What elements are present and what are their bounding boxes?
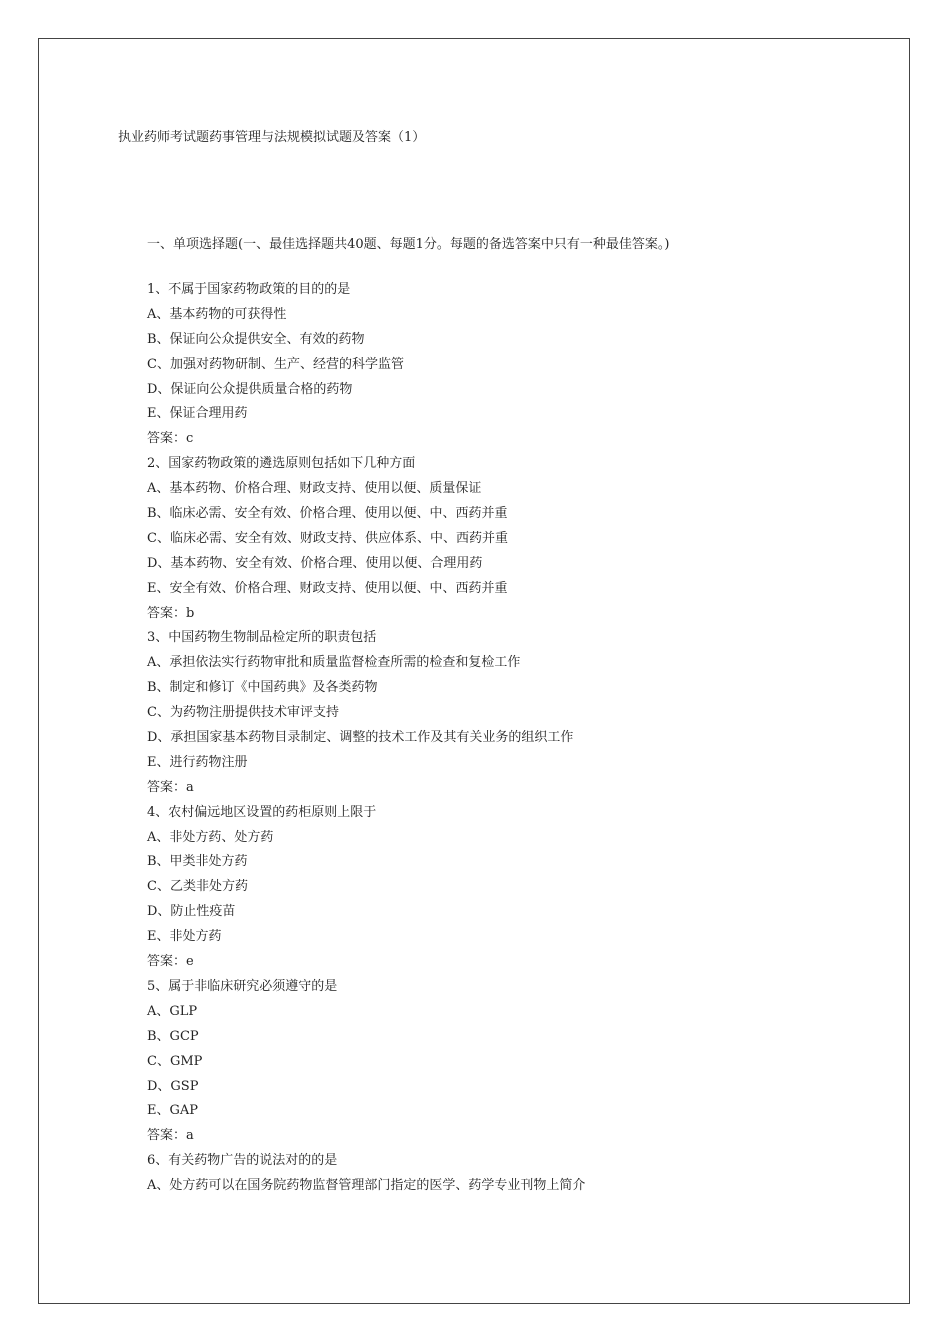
answer-option: D、承担国家基本药物目录制定、调整的技术工作及其有关业务的组织工作 xyxy=(147,730,574,746)
question-list xyxy=(147,281,887,1202)
answer-option: B、临床必需、安全有效、价格合理、使用以便、中、西药并重 xyxy=(147,506,508,522)
answer-key: 答案：a xyxy=(147,1128,194,1144)
answer-option: E、GAP xyxy=(147,1103,199,1119)
answer-key: 答案：a xyxy=(147,779,194,795)
answer-option: C、GMP xyxy=(147,1053,203,1069)
answer-option: D、防止性疫苗 xyxy=(147,904,236,920)
answer-key: 答案：e xyxy=(147,954,194,970)
question-stem: 2、国家药物政策的遴选原则包括如下几种方面 xyxy=(147,456,416,472)
answer-option: D、基本药物、安全有效、价格合理、使用以便、合理用药 xyxy=(147,555,483,571)
answer-option: C、为药物注册提供技术审评支持 xyxy=(147,705,339,721)
answer-option: B、制定和修订《中国药典》及各类药物 xyxy=(147,680,378,696)
section-heading: 一、单项选择题(一、最佳选择题共40题、每题1分。每题的备选答案中只有一种最佳答案。) xyxy=(147,237,670,252)
answer-option: A、承担依法实行药物审批和质量监督检查所需的检查和复检工作 xyxy=(147,655,521,671)
question-stem: 1、不属于国家药物政策的目的的是 xyxy=(147,282,351,297)
answer-option: C、加强对药物研制、生产、经营的科学监管 xyxy=(147,356,404,372)
answer-option: A、基本药物的可获得性 xyxy=(147,306,287,322)
question-stem: 5、属于非临床研究必须遵守的是 xyxy=(147,978,338,994)
answer-option: A、GLP xyxy=(147,1003,198,1019)
answer-key: 答案：c xyxy=(147,431,194,447)
answer-option: E、非处方药 xyxy=(147,929,222,945)
answer-option: A、基本药物、价格合理、财政支持、使用以便、质量保证 xyxy=(147,481,482,497)
answer-option: C、乙类非处方药 xyxy=(147,879,248,895)
answer-option: D、保证向公众提供质量合格的药物 xyxy=(147,381,353,397)
answer-option: C、临床必需、安全有效、财政支持、供应体系、中、西药并重 xyxy=(147,530,508,546)
answer-option: E、保证合理用药 xyxy=(147,406,248,422)
question-stem: 3、中国药物生物制品检定所的职责包括 xyxy=(147,630,377,646)
answer-option: B、保证向公众提供安全、有效的药物 xyxy=(147,331,365,347)
answer-option: B、GCP xyxy=(147,1028,199,1044)
answer-key: 答案：b xyxy=(147,605,195,621)
question-stem: 6、有关药物广告的说法对的的是 xyxy=(147,1153,338,1169)
answer-option: A、处方药可以在国务院药物监督管理部门指定的医学、药学专业刊物上简介 xyxy=(147,1178,586,1194)
answer-option: A、非处方药、处方药 xyxy=(147,829,274,845)
document-title: 执业药师考试题药事管理与法规模拟试题及答案（1） xyxy=(118,130,426,145)
answer-option: E、进行药物注册 xyxy=(147,754,248,770)
answer-option: B、甲类非处方药 xyxy=(147,854,248,870)
answer-option: E、安全有效、价格合理、财政支持、使用以便、中、西药并重 xyxy=(147,580,508,596)
question-stem: 4、农村偏远地区设置的药柜原则上限于 xyxy=(147,804,377,820)
answer-option: D、GSP xyxy=(147,1078,199,1094)
